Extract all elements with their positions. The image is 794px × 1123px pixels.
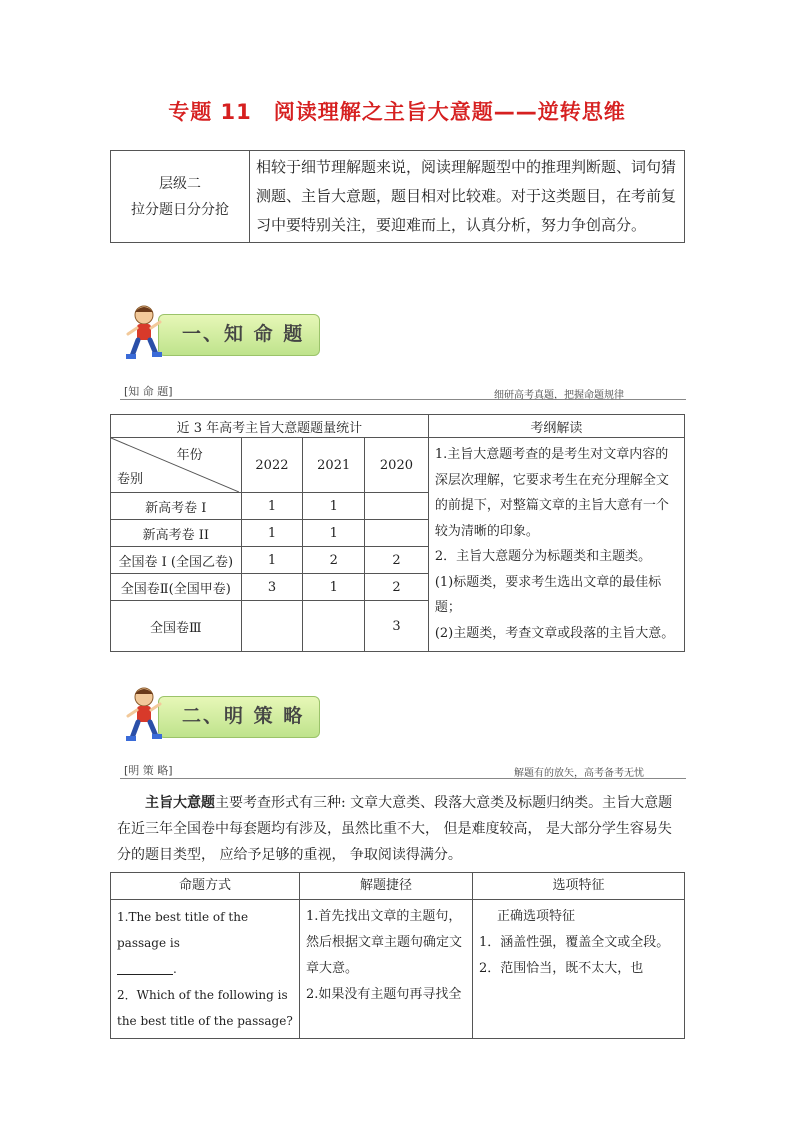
level-name: 层级二 bbox=[159, 175, 201, 192]
count-cell: 1 bbox=[303, 493, 365, 520]
diagonal-header-cell bbox=[111, 438, 242, 493]
analysis-text bbox=[428, 438, 684, 652]
analysis-body bbox=[435, 442, 678, 646]
level-table bbox=[110, 150, 685, 243]
count-cell bbox=[365, 520, 429, 547]
strategy-paragraph bbox=[117, 790, 685, 868]
solving-tips-text bbox=[306, 904, 466, 1008]
year-axis-label: 年份 bbox=[176, 448, 203, 463]
paper-name: 新高考卷 II bbox=[111, 520, 242, 547]
section2-banner bbox=[120, 686, 320, 744]
section1-tag-right: 细研高考真题，把握命题规律 bbox=[494, 390, 624, 401]
count-cell: 1 bbox=[303, 520, 365, 547]
section1-divider bbox=[120, 399, 686, 400]
count-cell: 1 bbox=[241, 493, 303, 520]
count-cell: 1 bbox=[241, 520, 303, 547]
level-description: 相较于细节理解题来说，阅读理解题型中的推理判断题、词句猜测题、主旨大意题，题目相对比较难。对于这类题目，在考前复习中要特别关注，要迎难而上，认真分析，努力争创高分。 bbox=[250, 151, 685, 243]
solving-tips-cell bbox=[300, 900, 473, 1039]
count-cell: 1 bbox=[241, 547, 303, 574]
section1-banner-text: 一、知 命 题 bbox=[182, 323, 305, 345]
count-cell: 3 bbox=[241, 574, 303, 601]
col-header: 命题方式 bbox=[111, 873, 300, 900]
page-title: 专题 11 阅读理解之主旨大意题——逆转思维 bbox=[168, 100, 626, 124]
stats-table-title bbox=[111, 415, 429, 438]
level-subtitle: 拉分题日分分抢 bbox=[131, 201, 229, 218]
option-features-text bbox=[479, 930, 678, 982]
text-line: (2)主题类，考查文章或段落的主旨大意。 bbox=[434, 625, 675, 641]
text-line: 1．涵盖性强，覆盖全文或全段。 bbox=[479, 935, 670, 950]
level-label-cell bbox=[111, 151, 250, 243]
blank-period: . bbox=[173, 962, 177, 976]
text-line: (1)标题类，要求考生选出文章的最佳标题； bbox=[434, 574, 662, 615]
section2-divider bbox=[120, 778, 686, 779]
paragraph-lead: 主旨大意题 bbox=[145, 795, 215, 811]
question-forms-cell bbox=[111, 900, 300, 1039]
text-line: 1.首先找出文章的主题句，然后根据文章主题句确定文章大意。 bbox=[306, 909, 463, 976]
stats-table bbox=[110, 414, 685, 652]
question-form-1-blank bbox=[117, 956, 293, 982]
tag-left-text: 明 策 略 bbox=[128, 764, 169, 777]
section1-banner bbox=[120, 304, 320, 362]
col-header: 解题捷径 bbox=[300, 873, 473, 900]
text-line: 2.如果没有主题句再寻找全 bbox=[306, 987, 462, 1002]
text-line: 2．主旨大意题分为标题类和主题类。 bbox=[434, 549, 652, 564]
question-form-2: 2．Which of the following is the best title of the passage? bbox=[117, 988, 293, 1028]
running-boy-icon bbox=[124, 686, 164, 744]
analysis-header: 考纲解读 bbox=[428, 415, 684, 438]
question-form-1: 1.The best title of the passage is bbox=[117, 910, 249, 950]
text-line: 1.主旨大意题考查的是考生对文章内容的深层次理解，它要求考生在充分理解全文的前提下，对整篇文章的主旨大意有一个较为清晰的印象。 bbox=[434, 447, 669, 539]
paper-name: 全国卷Ⅱ(全国甲卷) bbox=[111, 574, 242, 601]
paper-name: 全国卷 I (全国乙卷) bbox=[111, 547, 242, 574]
running-boy-icon bbox=[124, 304, 164, 362]
count-cell: 2 bbox=[365, 574, 429, 601]
count-cell bbox=[241, 601, 303, 652]
section2-tag-left: [明 策 略] bbox=[124, 764, 173, 777]
paper-axis-label: 卷别 bbox=[117, 472, 144, 487]
count-cell bbox=[303, 601, 365, 652]
col-header: 选项特征 bbox=[473, 873, 685, 900]
count-cell: 1 bbox=[303, 574, 365, 601]
paper-name: 新高考卷 I bbox=[111, 493, 242, 520]
count-cell bbox=[365, 493, 429, 520]
option-features-heading: 正确选项特征 bbox=[497, 909, 576, 924]
count-cell: 3 bbox=[365, 601, 429, 652]
count-cell: 2 bbox=[365, 547, 429, 574]
method-table bbox=[110, 872, 685, 1039]
option-features-cell bbox=[473, 900, 685, 1039]
paper-name: 全国卷Ⅲ bbox=[111, 601, 242, 652]
year-header: 2020 bbox=[365, 438, 429, 493]
stats-title-text: 近 3 年高考主旨大意题题量统计 bbox=[176, 420, 363, 436]
tag-left-text: 知 命 题 bbox=[128, 385, 169, 398]
blank-line bbox=[117, 960, 173, 975]
count-cell: 2 bbox=[303, 547, 365, 574]
section2-tag-right: 解题有的放矢，高考备考无忧 bbox=[514, 768, 644, 779]
section1-tag-left: [知 命 题] bbox=[124, 385, 173, 398]
text-line: 2．范围恰当，既不太大，也 bbox=[479, 961, 644, 976]
year-header: 2021 bbox=[303, 438, 365, 493]
paragraph-body: 主要考查形式有三种: 文章大意类、段落大意类及标题归纳类。主旨大意题在近三年全国卷中每套题均有涉及，虽然比重不大， 但是难度较高， 是大部分学生容易失分的题目类型， 应给予足够的重视， 争取阅读得满分。 bbox=[117, 795, 673, 863]
year-header: 2022 bbox=[241, 438, 303, 493]
section2-banner-text: 二、明 策 略 bbox=[182, 705, 305, 727]
